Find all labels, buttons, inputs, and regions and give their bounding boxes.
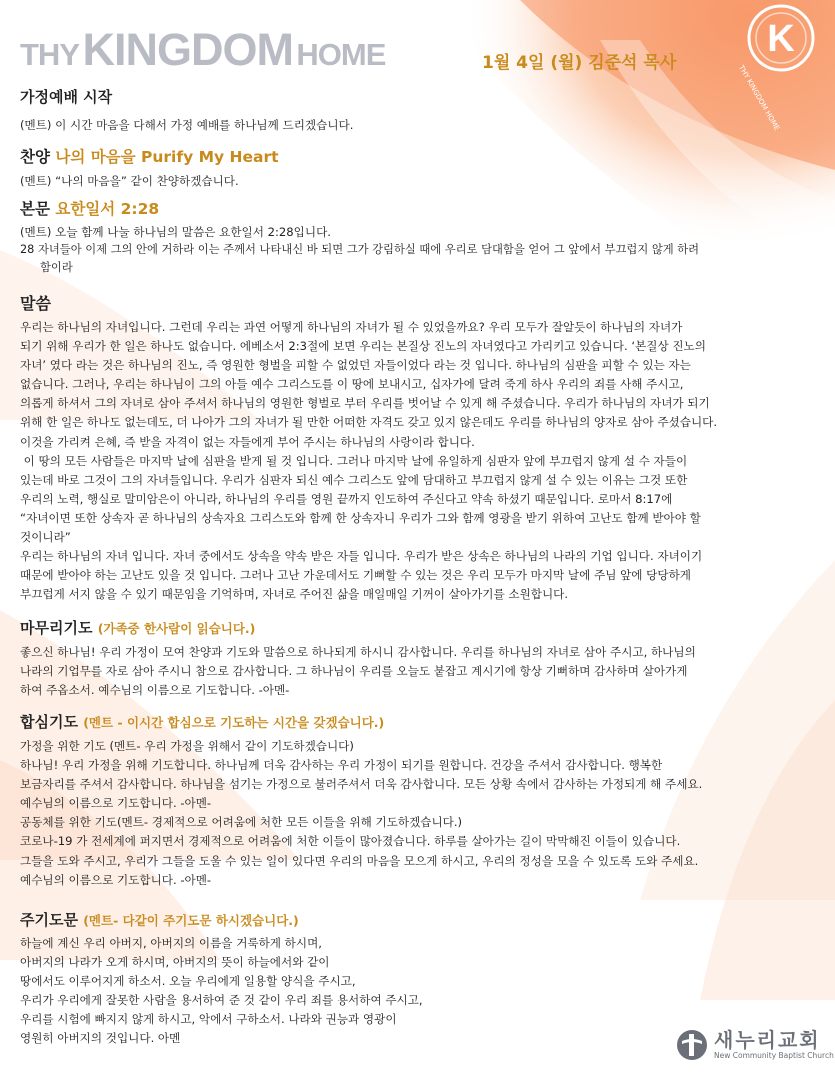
sermon-line: 때문에 받아야 하는 고난도 있을 것 입니다. 그러나 고난 가운데서도 기뻐할 수 있는 것은 우리 모두가 마지막 날에 주님 앞에 당당하게 bbox=[20, 568, 691, 583]
section-hymn bbox=[20, 145, 820, 191]
closing-note: (가족중 한사람이 읽습니다.) bbox=[97, 621, 256, 636]
unison-line: 보금자리를 주셔서 감사합니다. 하나님을 섬기는 가정으로 불러주셔서 더욱 감사합니다. 모든 상황 속에서 감사하는 가정되게 해 주세요. bbox=[20, 777, 703, 792]
unison-line: 예수님의 이름으로 기도합니다. -아멘- bbox=[20, 796, 212, 811]
title-word-kingdom: KINGDOM bbox=[82, 24, 293, 75]
sermon-line: 것이니라” bbox=[20, 530, 71, 545]
lords-prayer-note: (멘트- 다같이 주기도문 하시겠습니다.) bbox=[83, 913, 299, 928]
sermon-line: “자녀이면 또한 상속자 곧 하나님의 상속자요 그리스도와 함께 한 상속자니 우리가 그와 함께 영광을 받기 위하여 고난도 함께 받아야 할 bbox=[20, 510, 701, 525]
scripture-line: 28 자녀들아 이제 그의 안에 거하라 이는 주께서 나타내신 바 되면 그가 강림하실 때에 우리로 담대함을 얻어 그 앞에서 부끄럽지 않게 하려 bbox=[20, 243, 700, 256]
page-title bbox=[20, 24, 385, 76]
sermon-line: 위해 한 일은 하나도 없는데도, 더 나아가 그의 자녀가 될 만한 어떠한 자격도 갖고 있지 않은데도 우리를 하나님의 양자로 삼아 주셨습니다. bbox=[20, 415, 718, 430]
lords-prayer-label: 주기도문 bbox=[20, 911, 78, 929]
unison-line: 가정을 위한 기도 (멘트- 우리 가정을 위해서 같이 기도하겠습니다) bbox=[20, 739, 354, 753]
section-hymn-heading bbox=[20, 145, 820, 167]
text-label: 본문 bbox=[20, 200, 50, 218]
lords-prayer-line: 영원히 아버지의 것입니다. 아멘 bbox=[20, 1031, 181, 1046]
sermon-line: 되기 위해 우리가 한 일은 하나도 없습니다. 에베소서 2:3절에 보면 우리는 본질상 진노의 자녀였다고 가리키고 있습니다. ‘본질상 진노의 bbox=[20, 339, 706, 354]
closing-line: 하여 주옵소서. 예수님의 이름으로 기도합니다. -아멘- bbox=[20, 683, 290, 698]
date-speaker: 1월 4일 (월) 김준석 목사 bbox=[482, 53, 677, 73]
unison-line: 예수님의 이름으로 기도합니다. -아멘- bbox=[20, 872, 212, 887]
sermon-line: 자녀’ 였다 라는 것은 하나님의 진노, 즉 영원한 형벌을 피할 수 없었던 자들이었다 라는 것 입니다. 하나님의 심판을 피할 수 있는 자는 bbox=[20, 358, 691, 373]
sermon-line: 없습니다. 그러나, 우리는 하나님이 그의 아들 예수 그리스도를 이 땅에 보내시고, 십자가에 달려 죽게 하사 우리의 죄를 사해 주시고, bbox=[20, 377, 684, 392]
logo-arc-text: THY KINGDOM HOME bbox=[737, 64, 781, 132]
unison-note: (멘트 - 이시간 합심으로 기도하는 시간을 갖겠습니다.) bbox=[83, 715, 385, 730]
section-start bbox=[20, 86, 820, 135]
title-word-home: HOME bbox=[296, 37, 386, 72]
section-unison-heading bbox=[20, 711, 820, 732]
unison-line: 공동체를 위한 기도(멘트- 경제적으로 어려움에 처한 모든 이들을 위해 기도하겠습니다.) bbox=[20, 815, 463, 830]
sermon-line: 우리는 하나님의 자녀입니다. 그런데 우리는 과연 어떻게 하나님의 자녀가 될 수 있었을까요? 우리 모두가 잘알듯이 하나님의 자녀가 bbox=[20, 320, 683, 334]
unison-line: 코로나-19 가 전세계에 퍼지면서 경제적으로 어려움에 처한 이들이 많아졌습니다. 하루를 살아가는 길이 막막해진 이들이 있습니다. bbox=[20, 834, 681, 849]
sermon-line: 있는데 바로 그것이 그의 자녀들입니다. 우리가 심판자 되신 예수 그리스도 앞에 담대하고 부끄럽지 않게 설 수 있는 이유는 그것 또한 bbox=[20, 472, 688, 487]
church-subtitle: New Community Baptist Church bbox=[714, 1051, 834, 1060]
hymn-label: 찬양 bbox=[20, 148, 50, 166]
lords-prayer-line: 아버지의 나라가 오게 하시며, 아버지의 뜻이 하늘에서와 같이 bbox=[20, 955, 330, 970]
unison-line: 그들을 도와 주시고, 우리가 그들을 도울 수 있는 일이 있다면 우리의 마음을 모으게 하시고, 우리의 정성을 모을 수 있도록 도와 주세요. bbox=[20, 853, 699, 868]
section-start-heading: 가정예배 시작 bbox=[20, 88, 113, 106]
section-unison-prayer bbox=[20, 711, 820, 890]
sermon-line: 의롭게 하셔서 그의 자녀로 삼아 주셔서 하나님의 영원한 형벌로 부터 우리를 벗어날 수 있게 해 주셨습니다. 우리가 하나님의 자녀가 되기 bbox=[20, 396, 710, 411]
unison-line: 하나님! 우리 가정을 위해 기도합니다. 하나님께 더욱 감사하는 우리 가정이 되기를 원합니다. 건강을 주셔서 감사합니다. 행복한 bbox=[20, 758, 663, 773]
section-closing bbox=[20, 617, 820, 700]
church-cross-icon bbox=[676, 1028, 708, 1062]
closing-label: 마무리기도 bbox=[20, 619, 93, 637]
scripture-line: 함이라 bbox=[40, 261, 73, 274]
unison-label: 합심기도 bbox=[20, 713, 78, 731]
sermon-line: 부끄럽게 서지 않을 수 있기 때문임을 기억하며, 자녀로 주어진 삶을 매일매일 기꺼이 살아가기를 소원합니다. bbox=[20, 587, 569, 602]
sermon-line: 우리의 노력, 행실로 말미암은이 아니라, 하나님의 우리를 영원 끝까지 인도하여 주신다고 약속 하셨기 때문입니다. 로마서 8:17에 bbox=[20, 491, 673, 506]
scripture-line: (멘트) 오늘 함께 나눌 하나님의 말씀은 요한일서 2:28입니다. bbox=[20, 225, 331, 239]
section-sermon-heading: 말씀 bbox=[20, 294, 51, 313]
title-word-thy: THY bbox=[20, 37, 79, 72]
sermon-line: 이 땅의 모든 사람들은 마지막 날에 심판을 받게 될 것 입니다. 그러나 마지막 날에 유일하게 심판자 앞에 부끄럽지 않게 설 수 자들이 bbox=[20, 453, 688, 468]
section-closing-heading bbox=[20, 617, 820, 638]
logo-letter: K bbox=[767, 18, 795, 60]
text-reference: 요한일서 2:28 bbox=[55, 200, 160, 218]
closing-line: 나라의 기업무를 자로 삼아 주시니 참으로 감사합니다. 그 하나님이 우리를 오늘도 붙잡고 계시기에 항상 기뻐하며 감사하며 살아가게 bbox=[20, 664, 688, 679]
section-text-heading bbox=[20, 197, 820, 219]
section-sermon bbox=[20, 291, 820, 604]
lords-prayer-line: 하늘에 계신 우리 아버지, 아버지의 이름을 거룩하게 하시며, bbox=[20, 936, 322, 950]
church-logo bbox=[676, 1024, 834, 1070]
sermon-line: 이것을 가리켜 은혜, 즉 받을 자격이 없는 자들에게 부어 주시는 하나님의 사랑이라 합니다. bbox=[20, 434, 475, 449]
lords-prayer-line: 땅에서도 이루어지게 하소서. 오늘 우리에게 일용할 양식을 주시고, bbox=[20, 974, 356, 989]
section-lords-prayer-heading bbox=[20, 909, 820, 930]
church-name: 새누리교회 bbox=[714, 1028, 821, 1052]
lords-prayer-line: 우리가 우리에게 잘못한 사람을 용서하여 준 것 같이 우리 죄를 용서하여 주시고, bbox=[20, 993, 423, 1008]
section-hymn-line: (멘트) “나의 마음을” 같이 찬양하겠습니다. bbox=[20, 174, 239, 188]
sermon-line: 우리는 하나님의 자녀 입니다. 자녀 중에서도 상속을 약속 받은 자들 입니다. 우리가 받은 상속은 하나님의 나라의 기업 입니다. 자녀이기 bbox=[20, 549, 703, 564]
hymn-title: 나의 마음을 Purify My Heart bbox=[55, 148, 279, 166]
lords-prayer-line: 우리를 시험에 빠지지 않게 하시고, 악에서 구하소서. 나라와 권능과 영광이 bbox=[20, 1012, 397, 1027]
thy-kingdom-home-logo bbox=[747, 4, 815, 72]
section-text bbox=[20, 197, 820, 277]
section-start-line: (멘트) 이 시간 마음을 다해서 가정 예배를 하나님께 드리겠습니다. bbox=[20, 118, 354, 132]
closing-line: 좋으신 하나님! 우리 가정이 모여 찬양과 기도와 말씀으로 하나되게 하시니 감사합니다. 우리를 하나님의 자녀로 삼아 주시고, 하나님의 bbox=[20, 645, 696, 659]
